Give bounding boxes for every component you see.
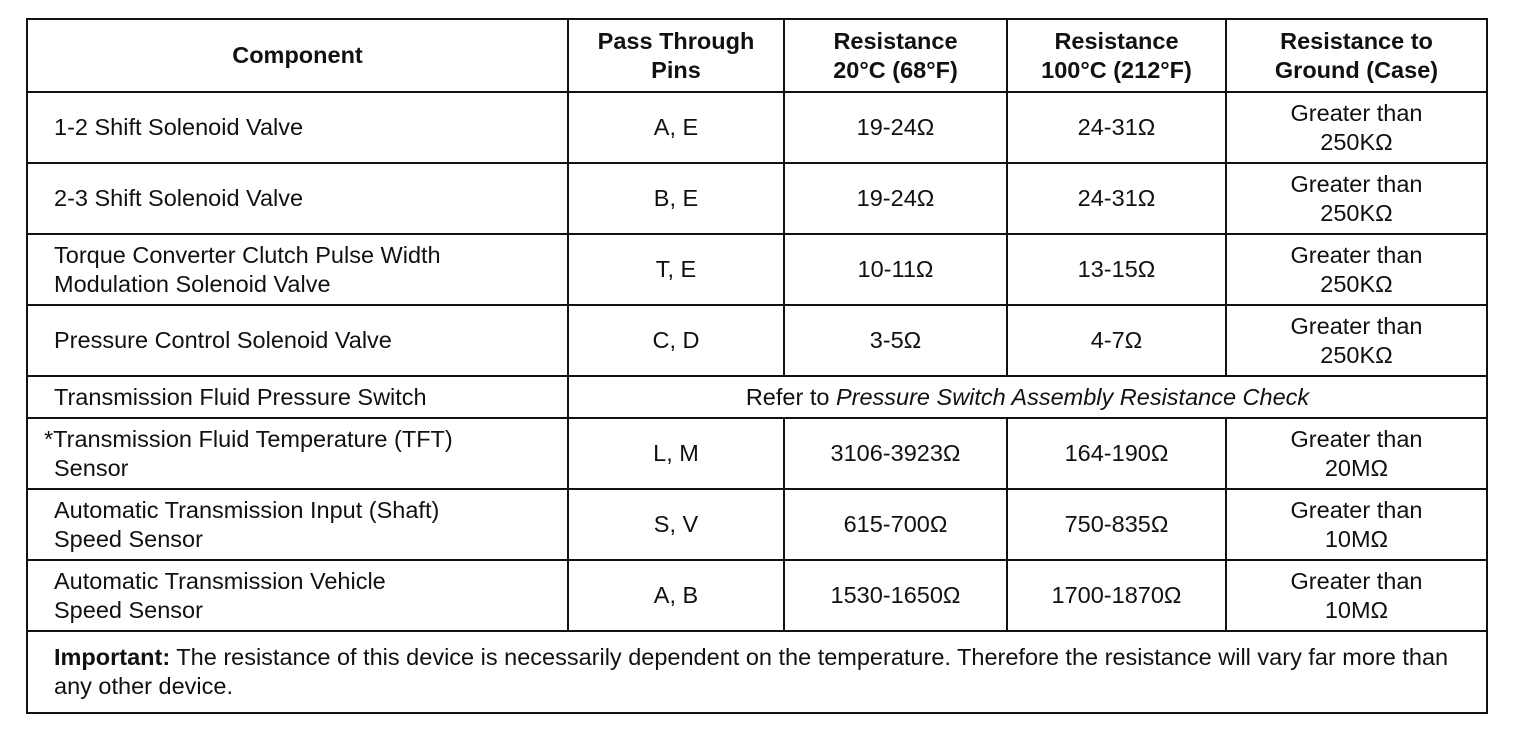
- pins-cell: A, E: [568, 92, 784, 163]
- header-resistance-ground: Resistance to Ground (Case): [1226, 19, 1487, 92]
- table-row: [27, 234, 1487, 305]
- resistance-20c-cell: 3106-3923Ω: [784, 418, 1007, 489]
- table-row: [27, 489, 1487, 560]
- table-row: [27, 305, 1487, 376]
- header-component: Component: [27, 19, 568, 92]
- header-pins: Pass Through Pins: [568, 19, 784, 92]
- component-cell: *Transmission Fluid Temperature (TFT) Sensor: [27, 418, 568, 489]
- resistance-100c-cell: 24-31Ω: [1007, 163, 1226, 234]
- refer-cell: [568, 376, 1487, 418]
- table-row-refer: [27, 376, 1487, 418]
- pins-cell: L, M: [568, 418, 784, 489]
- resistance-ground-cell: Greater than 10MΩ: [1226, 560, 1487, 631]
- component-cell: 1-2 Shift Solenoid Valve: [27, 92, 568, 163]
- pins-cell: T, E: [568, 234, 784, 305]
- resistance-ground-cell: Greater than 250KΩ: [1226, 305, 1487, 376]
- component-cell: 2-3 Shift Solenoid Valve: [27, 163, 568, 234]
- resistance-ground-cell: Greater than 250KΩ: [1226, 234, 1487, 305]
- table-row: [27, 92, 1487, 163]
- resistance-20c-cell: 19-24Ω: [784, 163, 1007, 234]
- table-row: [27, 418, 1487, 489]
- table-row: [27, 560, 1487, 631]
- resistance-100c-cell: 750-835Ω: [1007, 489, 1226, 560]
- important-note: [27, 631, 1487, 713]
- component-cell: Pressure Control Solenoid Valve: [27, 305, 568, 376]
- resistance-20c-cell: 1530-1650Ω: [784, 560, 1007, 631]
- resistance-ground-cell: Greater than 250KΩ: [1226, 92, 1487, 163]
- refer-prefix: Refer to: [745, 383, 836, 410]
- component-cell: Torque Converter Clutch Pulse Width Modulation Solenoid Valve: [27, 234, 568, 305]
- resistance-ground-cell: Greater than 10MΩ: [1226, 489, 1487, 560]
- resistance-20c-cell: 3-5Ω: [784, 305, 1007, 376]
- note-text: The resistance of this device is necessarily dependent on the temperature. Therefore the resistance will vary far more than any other device.: [54, 644, 1449, 699]
- resistance-20c-cell: 10-11Ω: [784, 234, 1007, 305]
- pins-cell: C, D: [568, 305, 784, 376]
- header-row: [27, 19, 1487, 92]
- table-row: [27, 163, 1487, 234]
- pins-cell: B, E: [568, 163, 784, 234]
- note-row: [27, 631, 1487, 713]
- note-label: Important:: [54, 644, 171, 670]
- refer-procedure: Pressure Switch Assembly Resistance Check: [835, 383, 1310, 410]
- header-resistance-20c: Resistance 20°C (68°F): [784, 19, 1007, 92]
- resistance-20c-cell: 19-24Ω: [784, 92, 1007, 163]
- header-resistance-100c: Resistance 100°C (212°F): [1007, 19, 1226, 92]
- resistance-ground-cell: Greater than 250KΩ: [1226, 163, 1487, 234]
- component-cell: Automatic Transmission Input (Shaft) Speed Sensor: [27, 489, 568, 560]
- pins-cell: A, B: [568, 560, 784, 631]
- resistance-100c-cell: 24-31Ω: [1007, 92, 1226, 163]
- resistance-100c-cell: 13-15Ω: [1007, 234, 1226, 305]
- resistance-100c-cell: 4-7Ω: [1007, 305, 1226, 376]
- resistance-100c-cell: 164-190Ω: [1007, 418, 1226, 489]
- resistance-100c-cell: 1700-1870Ω: [1007, 560, 1226, 631]
- resistance-20c-cell: 615-700Ω: [784, 489, 1007, 560]
- resistance-spec-table: [26, 18, 1488, 714]
- component-cell: Automatic Transmission Vehicle Speed Sensor: [27, 560, 568, 631]
- resistance-ground-cell: Greater than 20MΩ: [1226, 418, 1487, 489]
- pins-cell: S, V: [568, 489, 784, 560]
- component-cell: Transmission Fluid Pressure Switch: [27, 376, 568, 418]
